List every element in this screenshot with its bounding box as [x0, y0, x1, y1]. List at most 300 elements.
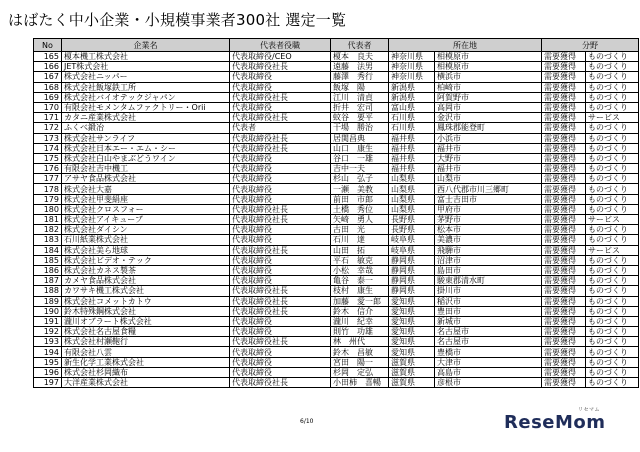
- cell-title: 代表取締役社長: [230, 62, 331, 72]
- cell-no: 195: [34, 357, 62, 367]
- cell-representative: 宮田 陽一: [331, 357, 389, 367]
- table-row: [34, 235, 639, 245]
- cell-city: 美濃市: [435, 235, 542, 245]
- cell-prefecture: 長野県: [389, 215, 435, 225]
- cell-no: 182: [34, 225, 62, 235]
- cell-title: 代表取締役社長: [230, 143, 331, 153]
- col-location: 所在地: [389, 39, 542, 52]
- cell-title: 代表取締役社長: [230, 378, 331, 388]
- cell-no: 168: [34, 82, 62, 92]
- cell-prefecture: 静岡県: [389, 265, 435, 275]
- cell-field-category: ものづくり: [586, 52, 639, 62]
- cell-title: 代表取締役社長: [230, 337, 331, 347]
- table-row: [34, 184, 639, 194]
- cell-field-category: ものづくり: [586, 133, 639, 143]
- cell-representative: 加藤 愛一郎: [331, 296, 389, 306]
- cell-field-type: 需要獲得: [542, 102, 586, 112]
- cell-title: 代表取締役: [230, 347, 331, 357]
- cell-field-category: サービス: [586, 245, 639, 255]
- table-row: [34, 276, 639, 286]
- cell-prefecture: 愛知県: [389, 316, 435, 326]
- cell-company: 株式会社サンライフ: [62, 133, 230, 143]
- cell-field-category: ものづくり: [586, 265, 639, 275]
- cell-no: 167: [34, 72, 62, 82]
- cell-representative: 山田 拓: [331, 245, 389, 255]
- cell-no: 169: [34, 92, 62, 102]
- table-row: [34, 62, 639, 72]
- cell-field-type: 需要獲得: [542, 215, 586, 225]
- cell-field-category: ものづくり: [586, 164, 639, 174]
- cell-representative: 前田 市郎: [331, 194, 389, 204]
- cell-field-category: ものづくり: [586, 367, 639, 377]
- cell-company: カメヤ食品株式会社: [62, 276, 230, 286]
- table-row: [34, 316, 639, 326]
- cell-city: 西八代郡市川三郷町: [435, 184, 542, 194]
- cell-prefecture: 長野県: [389, 225, 435, 235]
- cell-field-type: 需要獲得: [542, 82, 586, 92]
- cell-company: 榎本機工株式会社: [62, 52, 230, 62]
- cell-field-category: ものづくり: [586, 316, 639, 326]
- cell-representative: 干場 勝治: [331, 123, 389, 133]
- cell-city: 茅野市: [435, 215, 542, 225]
- table-row: [34, 153, 639, 163]
- cell-field-type: 需要獲得: [542, 72, 586, 82]
- page-number: 6/10: [300, 418, 314, 425]
- table-row: [34, 133, 639, 143]
- cell-prefecture: 愛知県: [389, 296, 435, 306]
- col-representative: 代表者: [331, 39, 389, 52]
- cell-company: 有限会社モメンタムファクトリー・Orii: [62, 102, 230, 112]
- cell-title: 代表取締役: [230, 153, 331, 163]
- cell-no: 186: [34, 265, 62, 275]
- cell-field-type: 需要獲得: [542, 204, 586, 214]
- cell-representative: 榎本 良夫: [331, 52, 389, 62]
- cell-field-category: ものづくり: [586, 82, 639, 92]
- cell-no: 175: [34, 153, 62, 163]
- cell-field-category: サービス: [586, 215, 639, 225]
- cell-field-type: 需要獲得: [542, 194, 586, 204]
- cell-company: 石川紙業株式会社: [62, 235, 230, 245]
- cell-company: 株式会社コメットカトウ: [62, 296, 230, 306]
- cell-prefecture: 愛知県: [389, 327, 435, 337]
- cell-company: 株式会社ビデオ・テック: [62, 255, 230, 265]
- cell-representative: 藤澤 秀行: [331, 72, 389, 82]
- cell-field-type: 需要獲得: [542, 245, 586, 255]
- cell-field-category: ものづくり: [586, 184, 639, 194]
- cell-company: アサヤ食品株式会社: [62, 174, 230, 184]
- cell-city: 富士吉田市: [435, 194, 542, 204]
- cell-prefecture: 愛知県: [389, 347, 435, 357]
- cell-company: 株式会社飯塚鉄工所: [62, 82, 230, 92]
- cell-title: 代表者: [230, 123, 331, 133]
- cell-representative: 古田 光: [331, 225, 389, 235]
- cell-field-category: ものづくり: [586, 276, 639, 286]
- cell-no: 197: [34, 378, 62, 388]
- col-no: No: [34, 39, 62, 52]
- cell-field-type: 需要獲得: [542, 225, 586, 235]
- cell-field-category: ものづくり: [586, 62, 639, 72]
- cell-no: 188: [34, 286, 62, 296]
- cell-prefecture: 福井県: [389, 133, 435, 143]
- col-field: 分野: [542, 39, 639, 52]
- cell-title: 代表取締役: [230, 255, 331, 265]
- cell-prefecture: 滋賀県: [389, 357, 435, 367]
- cell-field-category: ものづくり: [586, 235, 639, 245]
- cell-title: 代表取締役: [230, 265, 331, 275]
- resemom-logo: ReseMom リセマム: [504, 407, 606, 433]
- cell-representative: 林 州代: [331, 337, 389, 347]
- cell-field-type: 需要獲得: [542, 286, 586, 296]
- cell-field-category: ものづくり: [586, 327, 639, 337]
- cell-representative: 瀧川 紀幸: [331, 316, 389, 326]
- cell-no: 177: [34, 174, 62, 184]
- cell-city: 名古屋市: [435, 327, 542, 337]
- cell-field-type: 需要獲得: [542, 92, 586, 102]
- cell-representative: 杉岡 定弘: [331, 367, 389, 377]
- table-row: [34, 194, 639, 204]
- cell-representative: 亀谷 泰一: [331, 276, 389, 286]
- table-row: [34, 52, 639, 62]
- table-row: [34, 337, 639, 347]
- cell-prefecture: 福井県: [389, 143, 435, 153]
- cell-city: 名古屋市: [435, 337, 542, 347]
- cell-no: 184: [34, 245, 62, 255]
- cell-no: 173: [34, 133, 62, 143]
- cell-prefecture: 岐阜県: [389, 235, 435, 245]
- cell-field-category: ものづくり: [586, 143, 639, 153]
- cell-title: 代表取締役: [230, 72, 331, 82]
- table-row: [34, 255, 639, 265]
- cell-no: 181: [34, 215, 62, 225]
- cell-prefecture: 神奈川県: [389, 62, 435, 72]
- cell-company: 株式会社白山やまぶどうワイン: [62, 153, 230, 163]
- cell-field-type: 需要獲得: [542, 153, 586, 163]
- cell-prefecture: 福井県: [389, 153, 435, 163]
- cell-no: 190: [34, 306, 62, 316]
- cell-city: 豊橋市: [435, 347, 542, 357]
- cell-field-type: 需要獲得: [542, 316, 586, 326]
- table-row: [34, 286, 639, 296]
- cell-company: 有限会社八雲: [62, 347, 230, 357]
- cell-company: 鈴木特殊鋼株式会社: [62, 306, 230, 316]
- cell-company: 株式会社アイキューブ: [62, 215, 230, 225]
- cell-city: 高岡市: [435, 102, 542, 112]
- cell-prefecture: 神奈川県: [389, 72, 435, 82]
- cell-no: 179: [34, 194, 62, 204]
- cell-title: 代表取締役: [230, 164, 331, 174]
- cell-field-category: ものづくり: [586, 102, 639, 112]
- cell-representative: 則竹 功雄: [331, 327, 389, 337]
- cell-field-type: 需要獲得: [542, 306, 586, 316]
- cell-field-category: ものづくり: [586, 306, 639, 316]
- cell-company: JET株式会社: [62, 62, 230, 72]
- table-row: [34, 204, 639, 214]
- cell-no: 193: [34, 337, 62, 347]
- cell-title: 代表取締役社長: [230, 306, 331, 316]
- cell-title: 代表取締役: [230, 316, 331, 326]
- cell-city: 彦根市: [435, 378, 542, 388]
- cell-city: 相模原市: [435, 52, 542, 62]
- cell-field-category: ものづくり: [586, 92, 639, 102]
- cell-representative: 枝村 康生: [331, 286, 389, 296]
- cell-field-category: ものづくり: [586, 153, 639, 163]
- cell-title: 代表取締役: [230, 102, 331, 112]
- cell-company: 株式会社甲斐絹座: [62, 194, 230, 204]
- cell-field-type: 需要獲得: [542, 164, 586, 174]
- cell-prefecture: 愛知県: [389, 337, 435, 347]
- cell-title: 代表取締役社長: [230, 204, 331, 214]
- cell-representative: 杉山 弘子: [331, 174, 389, 184]
- cell-company: カタニ産業株式会社: [62, 113, 230, 123]
- cell-city: 新城市: [435, 316, 542, 326]
- cell-title: 代表取締役: [230, 194, 331, 204]
- cell-title: 代表取締役: [230, 357, 331, 367]
- cell-company: 大洋産業株式会社: [62, 378, 230, 388]
- cell-no: 165: [34, 52, 62, 62]
- cell-prefecture: 石川県: [389, 113, 435, 123]
- cell-no: 185: [34, 255, 62, 265]
- cell-title: 代表取締役/CEO: [230, 52, 331, 62]
- cell-no: 171: [34, 113, 62, 123]
- cell-city: 甲府市: [435, 204, 542, 214]
- cell-city: 稲沢市: [435, 296, 542, 306]
- table-row: [34, 102, 639, 112]
- cell-field-category: ものづくり: [586, 123, 639, 133]
- cell-city: 山梨市: [435, 174, 542, 184]
- table-row: [34, 215, 639, 225]
- cell-representative: 鈴木 信介: [331, 306, 389, 316]
- cell-company: 有限会社吉中機工: [62, 164, 230, 174]
- cell-company: 株式会社日本エー・エム・シー: [62, 143, 230, 153]
- cell-city: 相模原市: [435, 62, 542, 72]
- cell-no: 178: [34, 184, 62, 194]
- cell-prefecture: 山梨県: [389, 194, 435, 204]
- cell-company: 株式会社美ら地球: [62, 245, 230, 255]
- table-row: [34, 347, 639, 357]
- cell-field-type: 需要獲得: [542, 367, 586, 377]
- cell-field-type: 需要獲得: [542, 276, 586, 286]
- cell-title: 代表取締役: [230, 184, 331, 194]
- cell-no: 170: [34, 102, 62, 112]
- cell-representative: 山口 康生: [331, 143, 389, 153]
- cell-representative: 折井 宏司: [331, 102, 389, 112]
- cell-title: 代表取締役社長: [230, 245, 331, 255]
- cell-prefecture: 滋賀県: [389, 367, 435, 377]
- cell-company: 株式会社大嘉: [62, 184, 230, 194]
- table-row: [34, 327, 639, 337]
- cell-title: 代表取締役: [230, 174, 331, 184]
- table-row: [34, 92, 639, 102]
- cell-prefecture: 神奈川県: [389, 52, 435, 62]
- cell-city: 飛騨市: [435, 245, 542, 255]
- cell-representative: 遠藤 法男: [331, 62, 389, 72]
- cell-field-type: 需要獲得: [542, 327, 586, 337]
- cell-field-category: ものづくり: [586, 378, 639, 388]
- cell-city: 小浜市: [435, 133, 542, 143]
- cell-city: 横浜市: [435, 72, 542, 82]
- table-header-row: [34, 39, 639, 52]
- cell-prefecture: 富山県: [389, 102, 435, 112]
- cell-title: 代表取締役: [230, 82, 331, 92]
- table-row: [34, 357, 639, 367]
- table-row: [34, 123, 639, 133]
- table-row: [34, 113, 639, 123]
- cell-representative: 居関昌典: [331, 133, 389, 143]
- table-row: [34, 174, 639, 184]
- cell-city: 鳳珠郡能登町: [435, 123, 542, 133]
- cell-no: 194: [34, 347, 62, 357]
- cell-company: 株式会社杉岡織布: [62, 367, 230, 377]
- cell-field-type: 需要獲得: [542, 255, 586, 265]
- cell-city: 高島市: [435, 367, 542, 377]
- cell-prefecture: 山梨県: [389, 174, 435, 184]
- cell-no: 192: [34, 327, 62, 337]
- cell-prefecture: 山梨県: [389, 204, 435, 214]
- cell-city: 阿賀野市: [435, 92, 542, 102]
- table-row: [34, 82, 639, 92]
- cell-field-category: ものづくり: [586, 357, 639, 367]
- cell-title: 代表取締役: [230, 276, 331, 286]
- table-row: [34, 296, 639, 306]
- cell-city: 大野市: [435, 153, 542, 163]
- cell-company: 株式会社ダイシン: [62, 225, 230, 235]
- table-row: [34, 72, 639, 82]
- cell-prefecture: 石川県: [389, 123, 435, 133]
- cell-field-category: ものづくり: [586, 194, 639, 204]
- cell-no: 172: [34, 123, 62, 133]
- cell-city: 島田市: [435, 265, 542, 275]
- cell-prefecture: 愛知県: [389, 306, 435, 316]
- cell-field-category: ものづくり: [586, 204, 639, 214]
- cell-title: 代表取締役社長: [230, 92, 331, 102]
- cell-field-category: ものづくり: [586, 286, 639, 296]
- cell-title: 代表取締役: [230, 367, 331, 377]
- cell-field-type: 需要獲得: [542, 133, 586, 143]
- cell-representative: 飯塚 陽: [331, 82, 389, 92]
- cell-prefecture: 新潟県: [389, 82, 435, 92]
- cell-no: 166: [34, 62, 62, 72]
- table-row: [34, 164, 639, 174]
- cell-company: 株式会社村瀬鞄行: [62, 337, 230, 347]
- cell-field-type: 需要獲得: [542, 265, 586, 275]
- cell-field-type: 需要獲得: [542, 184, 586, 194]
- cell-city: 豊田市: [435, 306, 542, 316]
- col-company: 企業名: [62, 39, 230, 52]
- cell-city: 福井市: [435, 143, 542, 153]
- col-title: 代表者役職: [230, 39, 331, 52]
- table-row: [34, 367, 639, 377]
- cell-field-type: 需要獲得: [542, 123, 586, 133]
- cell-prefecture: 山梨県: [389, 184, 435, 194]
- cell-field-type: 需要獲得: [542, 143, 586, 153]
- cell-field-type: 需要獲得: [542, 337, 586, 347]
- cell-title: 代表取締役社長: [230, 286, 331, 296]
- cell-title: 代表取締役: [230, 225, 331, 235]
- cell-field-category: ものづくり: [586, 296, 639, 306]
- company-table: [33, 38, 639, 388]
- page-title: はばたく中小企業・小規模事業者300社 選定一覧: [8, 11, 347, 29]
- cell-field-type: 需要獲得: [542, 357, 586, 367]
- cell-prefecture: 福井県: [389, 164, 435, 174]
- cell-representative: 土橋 秀位: [331, 204, 389, 214]
- cell-no: 183: [34, 235, 62, 245]
- cell-prefecture: 新潟県: [389, 92, 435, 102]
- cell-city: 柏崎市: [435, 82, 542, 92]
- table-row: [34, 225, 639, 235]
- cell-no: 187: [34, 276, 62, 286]
- table-row: [34, 143, 639, 153]
- table-row: [34, 245, 639, 255]
- cell-company: 瀧川オブラート株式会社: [62, 316, 230, 326]
- cell-representative: 江川 清貞: [331, 92, 389, 102]
- cell-field-category: サービス: [586, 113, 639, 123]
- cell-representative: 一瀬 美教: [331, 184, 389, 194]
- cell-representative: 鈴木 昌敏: [331, 347, 389, 357]
- cell-city: 掛川市: [435, 286, 542, 296]
- cell-no: 174: [34, 143, 62, 153]
- table-row: [34, 378, 639, 388]
- cell-field-category: ものづくり: [586, 255, 639, 265]
- cell-representative: 石川 達: [331, 235, 389, 245]
- cell-company: 株式会社クロスフォー: [62, 204, 230, 214]
- cell-city: 沼津市: [435, 255, 542, 265]
- cell-field-type: 需要獲得: [542, 378, 586, 388]
- cell-field-type: 需要獲得: [542, 174, 586, 184]
- cell-field-category: ものづくり: [586, 347, 639, 357]
- cell-field-category: ものづくり: [586, 225, 639, 235]
- cell-field-type: 需要獲得: [542, 347, 586, 357]
- cell-company: 新生化学工業株式会社: [62, 357, 230, 367]
- cell-company: ふくべ鍛冶: [62, 123, 230, 133]
- cell-company: 株式会社名古屋食糧: [62, 327, 230, 337]
- table-row: [34, 265, 639, 275]
- cell-field-category: ものづくり: [586, 72, 639, 82]
- cell-field-category: ものづくり: [586, 174, 639, 184]
- cell-company: 株式会社バイオテックジャパン: [62, 92, 230, 102]
- cell-representative: 小田柿 喜暢: [331, 378, 389, 388]
- cell-representative: 平石 敏克: [331, 255, 389, 265]
- cell-field-type: 需要獲得: [542, 235, 586, 245]
- cell-field-type: 需要獲得: [542, 52, 586, 62]
- cell-representative: 矢崎 勇人: [331, 215, 389, 225]
- cell-title: 代表取締役社長: [230, 296, 331, 306]
- cell-no: 191: [34, 316, 62, 326]
- cell-field-category: ものづくり: [586, 337, 639, 347]
- cell-title: 代表取締役社長: [230, 215, 331, 225]
- cell-prefecture: 岐阜県: [389, 245, 435, 255]
- cell-city: 福井市: [435, 164, 542, 174]
- cell-field-type: 需要獲得: [542, 113, 586, 123]
- cell-prefecture: 滋賀県: [389, 378, 435, 388]
- cell-representative: 小松 幸哉: [331, 265, 389, 275]
- cell-prefecture: 静岡県: [389, 255, 435, 265]
- table-row: [34, 306, 639, 316]
- cell-field-type: 需要獲得: [542, 62, 586, 72]
- cell-field-type: 需要獲得: [542, 296, 586, 306]
- cell-company: カワサキ機工株式会社: [62, 286, 230, 296]
- cell-city: 大津市: [435, 357, 542, 367]
- cell-city: 金沢市: [435, 113, 542, 123]
- cell-city: 駿東郡清水町: [435, 276, 542, 286]
- cell-no: 180: [34, 204, 62, 214]
- cell-no: 176: [34, 164, 62, 174]
- cell-representative: 吉中一夫: [331, 164, 389, 174]
- cell-representative: 蚊谷 要平: [331, 113, 389, 123]
- cell-representative: 谷口 一雄: [331, 153, 389, 163]
- cell-prefecture: 静岡県: [389, 276, 435, 286]
- cell-title: 代表取締役社長: [230, 113, 331, 123]
- cell-no: 196: [34, 367, 62, 377]
